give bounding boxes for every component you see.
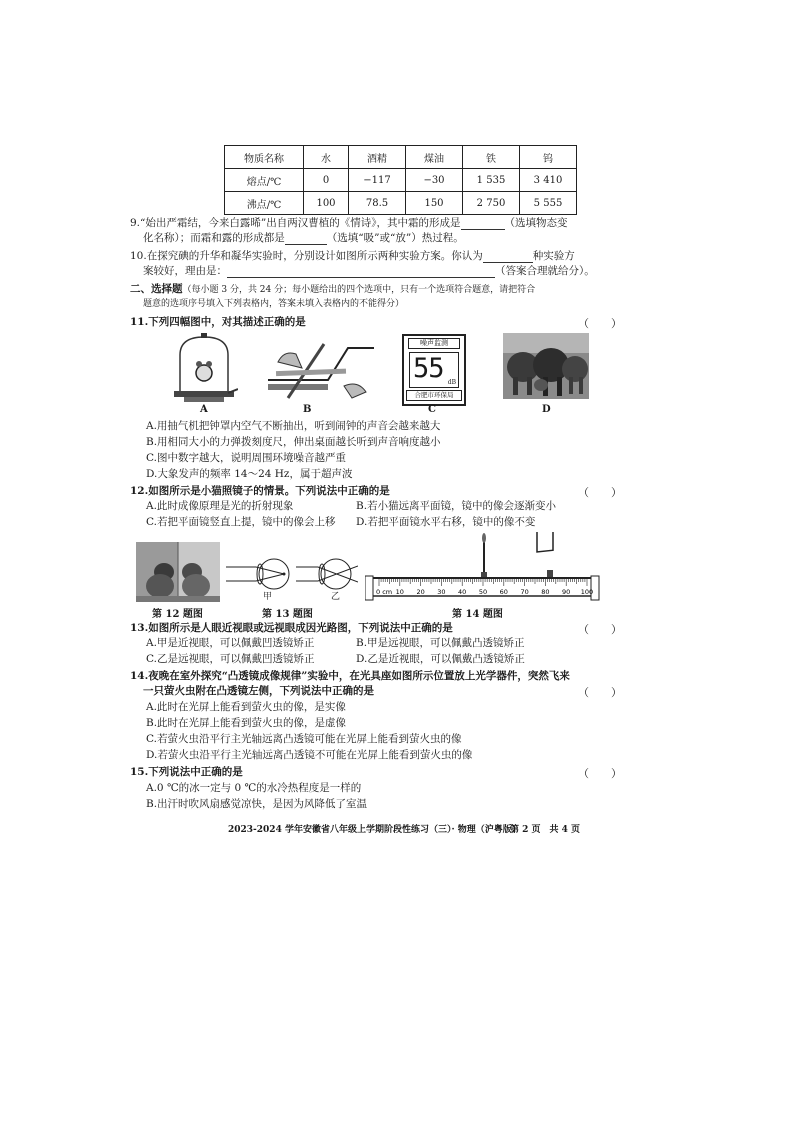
q10-text: 案较好，理由是： <box>143 265 227 277</box>
q13-option-c: C.乙是远视眼，可以佩戴凹透镜矫正 <box>146 653 315 665</box>
q11-option-a: A.用抽气机把钟罩内空气不断抽出，听到闹钟的声音会越来越大 <box>146 420 441 432</box>
q12-stem: 12.如图所示是小猫照镜子的情景。下列说法中正确的是 <box>130 485 390 497</box>
optical-bench-figure <box>365 532 600 604</box>
q9-line2 <box>143 232 464 245</box>
noise-monitor-figure <box>402 334 466 406</box>
table-cell: −30 <box>406 169 463 192</box>
ruler-tick-label: 50 <box>478 588 488 596</box>
table-cell: 78.5 <box>349 192 406 215</box>
noise-value: 55 <box>413 353 444 384</box>
figure-label-a: A <box>200 404 208 415</box>
figure-caption-13: 第 13 题图 <box>262 609 313 620</box>
answer-bracket[interactable]: （ ） <box>578 486 622 499</box>
answer-blank[interactable] <box>461 218 505 230</box>
q12-option-d: D.若把平面镜水平右移，镜中的像不变 <box>356 516 536 528</box>
table-cell: 钨 <box>520 146 577 169</box>
q10-line1 <box>130 250 575 263</box>
ruler-tick-label: 100 <box>580 588 594 596</box>
ruler-tick-label: 20 <box>416 588 425 596</box>
eye-diagram-yi <box>296 559 358 589</box>
figure-label-c: C <box>428 404 436 415</box>
table-cell: 酒精 <box>349 146 406 169</box>
q9-text: （选填“吸”或“放”）热过程。 <box>326 232 464 244</box>
answer-blank[interactable] <box>227 266 495 278</box>
noise-monitor-title: 噪声监测 <box>408 338 460 349</box>
footer-page: 第 2 页 共 4 页 <box>510 825 581 835</box>
section2-header <box>130 283 535 297</box>
label-jia: 甲 <box>263 592 273 602</box>
noise-display <box>409 352 459 388</box>
q10-line2 <box>143 265 595 278</box>
answer-bracket[interactable]: （ ） <box>578 623 622 636</box>
q10-text: 10.在探究碘的升华和凝华实验时，分别设计如图所示两种实验方案。你认为 <box>130 250 483 262</box>
ruler-tick-label: 60 <box>499 588 508 596</box>
table-cell: 熔点/℃ <box>225 169 304 192</box>
noise-monitor-footer: 合肥市环保局 <box>406 390 462 401</box>
answer-bracket[interactable]: （ ） <box>578 686 622 699</box>
q9-text: 9.“始出严霜结，今来白露晞”出自两汉曹植的《情诗》，其中霜的形成是 <box>130 217 461 229</box>
section2-instructions-2: 题意的选项序号填入下列表格内，答案未填入表格内的不能得分） <box>143 299 405 309</box>
answer-bracket[interactable]: （ ） <box>578 767 622 780</box>
melting-boiling-table <box>224 145 577 215</box>
q15-stem: 15.下列说法中正确的是 <box>130 766 243 778</box>
q11-option-b: B.用相同大小的力弹拨刻度尺，伸出桌面越长听到声音响度越小 <box>146 436 441 448</box>
table-cell: 5 555 <box>520 192 577 215</box>
q15-option-a: A.0 ℃的冰一定与 0 ℃的水冷热程度是一样的 <box>146 782 362 794</box>
figure-caption-14: 第 14 题图 <box>452 609 503 620</box>
table-cell: 煤油 <box>406 146 463 169</box>
q14-stem-line1: 14.夜晚在室外探究“凸透镜成像规律”实验中，在光具座如图所示位置放上光学器件，突然飞来 <box>130 670 570 682</box>
q11-option-c: C.图中数字越大，说明周围环境噪音越严重 <box>146 452 346 464</box>
table-row <box>225 169 577 192</box>
table-cell: 3 410 <box>520 169 577 192</box>
q13-option-b: B.甲是远视眼，可以佩戴凸透镜矫正 <box>356 637 525 649</box>
answer-blank[interactable] <box>483 251 533 263</box>
elephants-photo <box>503 333 589 399</box>
q13-option-d: D.乙是近视眼，可以佩戴凸透镜矫正 <box>356 653 525 665</box>
table-cell: 沸点/℃ <box>225 192 304 215</box>
q15-option-b: B.出汗时吹风扇感觉凉快，是因为风降低了室温 <box>146 798 368 810</box>
noise-unit: dB <box>447 379 456 386</box>
q14-option-d: D.若萤火虫沿平行主光轴远离凸透镜不可能在光屏上能看到萤火虫的像 <box>146 749 473 761</box>
section2-instructions: （每小题 3 分，共 24 分；每小题给出的四个选项中，只有一个选项符合题意，请把符合 <box>182 285 536 295</box>
figure-label-d: D <box>542 404 551 415</box>
cat-mirror-photo <box>136 542 220 602</box>
ruler-tick-label: 40 <box>458 588 467 596</box>
q14-option-c: C.若萤火虫沿平行主光轴远离凸透镜可能在光屏上能看到萤火虫的像 <box>146 733 462 745</box>
table-cell: 150 <box>406 192 463 215</box>
table-cell: 2 750 <box>463 192 520 215</box>
q13-stem: 13.如图所示是人眼近视眼或远视眼成因光路图，下列说法中正确的是 <box>130 622 453 634</box>
answer-blank[interactable] <box>285 233 327 245</box>
ruler-table-figure <box>268 340 374 400</box>
q14-option-b: B.此时在光屏上能看到萤火虫的像，是虚像 <box>146 717 347 729</box>
q9-line1 <box>130 217 568 230</box>
q9-text: （选填物态变 <box>504 217 568 229</box>
q13-option-a: A.甲是近视眼，可以佩戴凹透镜矫正 <box>146 637 315 649</box>
q14-option-a: A.此时在光屏上能看到萤火虫的像，是实像 <box>146 701 346 713</box>
ruler-tick-label: 70 <box>520 588 529 596</box>
q10-text: （答案合理就给分）。 <box>495 265 595 277</box>
eye-diagram-jia <box>226 559 289 589</box>
answer-bracket[interactable]: （ ） <box>578 317 622 330</box>
ruler-tick-label: 80 <box>541 588 550 596</box>
q12-option-b: B.若小猫远离平面镜，镜中的像会逐渐变小 <box>356 500 557 512</box>
q11-option-d: D.大象发声的频率 14～24 Hz，属于超声波 <box>146 468 353 480</box>
table-header-row <box>225 146 577 169</box>
figure-label-b: B <box>303 404 312 415</box>
ruler-tick-label: 0 cm <box>376 588 393 596</box>
table-cell: 1 535 <box>463 169 520 192</box>
table-cell: 铁 <box>463 146 520 169</box>
table-cell: 100 <box>304 192 349 215</box>
q11-stem: 11.下列四幅图中，对其描述正确的是 <box>130 316 306 328</box>
q12-option-c: C.若把平面镜竖直上提，镜中的像会上移 <box>146 516 336 528</box>
q14-stem-line2: 一只萤火虫附在凸透镜左侧，下列说法中正确的是 <box>143 685 374 697</box>
table-cell: 水 <box>304 146 349 169</box>
q9-text: 化名称）；而霜和露的形成都是 <box>143 232 285 244</box>
ruler-tick-label: 90 <box>562 588 571 596</box>
section2-title: 二、选择题 <box>130 283 183 295</box>
label-yi: 乙 <box>331 592 341 602</box>
q10-text: 种实验方 <box>532 250 575 262</box>
figure-caption-12: 第 12 题图 <box>152 609 203 620</box>
ruler-tick-label: 10 <box>395 588 404 596</box>
q12-option-a: A.此时成像原理是光的折射现象 <box>146 500 294 512</box>
table-cell: 0 <box>304 169 349 192</box>
table-cell: −117 <box>349 169 406 192</box>
ruler-tick-label: 30 <box>437 588 446 596</box>
footer-title: 2023-2024 学年安徽省八年级上学期阶段性练习（三）· 物理（沪粤版） <box>228 825 521 835</box>
bell-jar-figure <box>170 333 238 403</box>
table-cell: 物质名称 <box>225 146 304 169</box>
table-row <box>225 192 577 215</box>
